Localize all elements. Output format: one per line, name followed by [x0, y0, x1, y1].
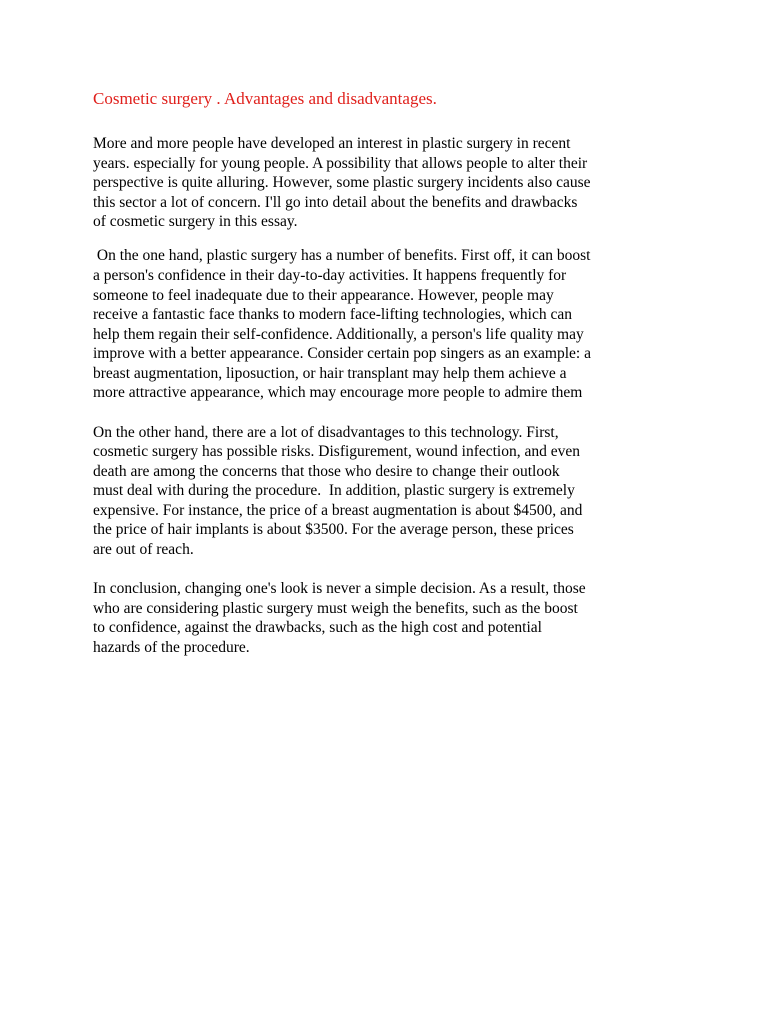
paragraph-line: must deal with during the procedure. In addition, plastic surgery is extremely	[93, 482, 575, 499]
paragraph-line: someone to feel inadequate due to their appearance. However, people may	[93, 287, 554, 304]
paragraph-line: On the other hand, there are a lot of disadvantages to this technology. First,	[93, 424, 559, 441]
paragraph-line: expensive. For instance, the price of a breast augmentation is about $4500, and	[93, 502, 583, 519]
paragraph-line: In conclusion, changing one's look is never a simple decision. As a result, those	[93, 580, 586, 597]
paragraph-line: cosmetic surgery has possible risks. Disfigurement, wound infection, and even	[93, 443, 581, 460]
paragraph-line: to confidence, against the drawbacks, such as the high cost and potential	[93, 619, 542, 636]
paragraph-line: years. especially for young people. A possibility that allows people to alter their	[93, 155, 588, 172]
paragraph-line: more attractive appearance, which may encourage more people to admire them	[93, 384, 583, 401]
paragraph-line: this sector a lot of concern. I'll go into detail about the benefits and drawbacks	[93, 194, 578, 211]
paragraph-line: improve with a better appearance. Consider certain pop singers as an example: a	[93, 345, 591, 362]
paragraph-line: who are considering plastic surgery must weigh the benefits, such as the boost	[93, 600, 578, 617]
paragraph-line: of cosmetic surgery in this essay.	[93, 213, 298, 230]
paragraph-line: are out of reach.	[93, 541, 194, 558]
paragraph-line: receive a fantastic face thanks to modern face-lifting technologies, which can	[93, 306, 572, 323]
paragraph-line: On the one hand, plastic surgery has a number of benefits. First off, it can boost	[93, 247, 591, 264]
paragraph-line: breast augmentation, liposuction, or hair transplant may help them achieve a	[93, 365, 567, 382]
paragraph-line: help them regain their self-confidence. Additionally, a person's life quality may	[93, 326, 584, 343]
paragraph-line: the price of hair implants is about $3500. For the average person, these prices	[93, 521, 574, 538]
paragraph-line: death are among the concerns that those who desire to change their outlook	[93, 463, 560, 480]
paragraph-line: a person's confidence in their day-to-day activities. It happens frequently for	[93, 267, 567, 284]
document-title: Cosmetic surgery . Advantages and disadvantages.	[93, 89, 437, 108]
paragraph-line: More and more people have developed an interest in plastic surgery in recent	[93, 135, 571, 152]
paragraph-line: perspective is quite alluring. However, some plastic surgery incidents also cause	[93, 174, 591, 191]
paragraph-line: hazards of the procedure.	[93, 639, 250, 656]
